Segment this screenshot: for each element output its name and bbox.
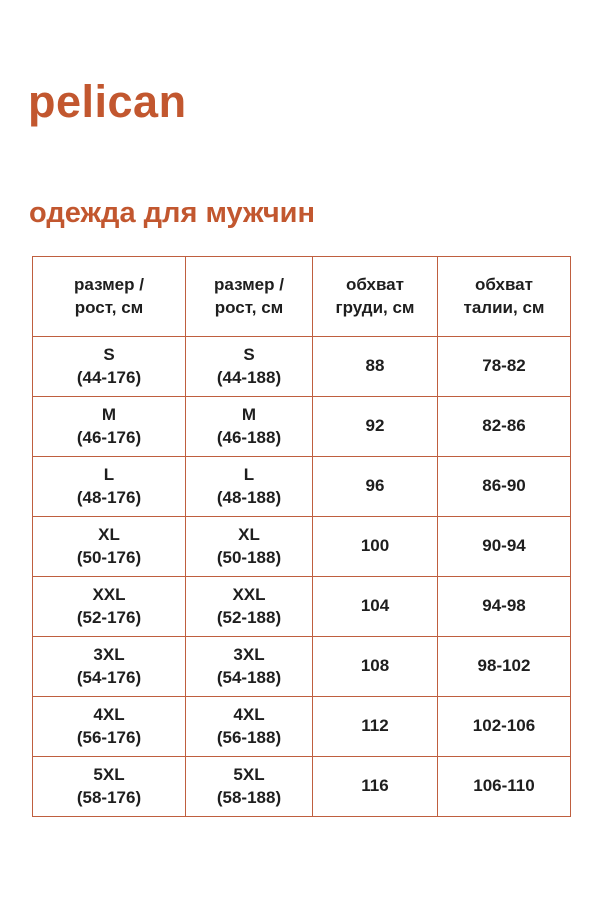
table-body (33, 337, 571, 817)
header-line: размер / (74, 274, 144, 294)
size-label: M (101, 404, 117, 424)
table-row (33, 757, 571, 817)
height-range: (46-176) (76, 427, 142, 447)
size-label: XXL (232, 584, 266, 604)
size-label: M (241, 404, 257, 424)
chest-cell: 104 (313, 577, 438, 637)
size-label: 5XL (233, 764, 265, 784)
height-range: (50-176) (76, 547, 142, 567)
chest-cell: 96 (313, 457, 438, 517)
height-range: (52-188) (216, 607, 282, 627)
size-label: 3XL (93, 644, 125, 664)
size-height-188-cell (186, 517, 313, 577)
size-height-176-cell (33, 457, 186, 517)
size-label: 5XL (93, 764, 125, 784)
waist-cell: 106-110 (438, 757, 571, 817)
height-range: (48-176) (76, 487, 142, 507)
table-row (33, 397, 571, 457)
size-label: L (103, 464, 115, 484)
size-label: 4XL (93, 704, 125, 724)
chest-cell: 88 (313, 337, 438, 397)
size-height-176-cell (33, 697, 186, 757)
size-height-176-cell (33, 637, 186, 697)
height-range: (54-176) (76, 667, 142, 687)
table-row (33, 577, 571, 637)
waist-cell: 94-98 (438, 577, 571, 637)
header-chest (313, 257, 438, 337)
waist-cell: 82-86 (438, 397, 571, 457)
height-range: (44-176) (76, 367, 142, 387)
size-label: XL (238, 524, 260, 544)
size-height-176-cell (33, 397, 186, 457)
header-line: обхват (346, 274, 404, 294)
size-height-176-cell (33, 577, 186, 637)
header-line: талии, см (463, 297, 545, 317)
size-height-188-cell (186, 337, 313, 397)
waist-cell: 102-106 (438, 697, 571, 757)
size-label: XL (98, 524, 120, 544)
table-row (33, 337, 571, 397)
size-height-188-cell (186, 757, 313, 817)
height-range: (56-176) (76, 727, 142, 747)
header-row (33, 257, 571, 337)
brand-logo: pelican (28, 76, 187, 127)
chest-cell: 100 (313, 517, 438, 577)
height-range: (58-176) (76, 787, 142, 807)
size-height-188-cell (186, 457, 313, 517)
chest-cell: 116 (313, 757, 438, 817)
table-row (33, 517, 571, 577)
size-label: L (243, 464, 255, 484)
header-line: размер / (214, 274, 284, 294)
size-chart-table (32, 256, 571, 817)
size-label: S (243, 344, 255, 364)
height-range: (56-188) (216, 727, 282, 747)
chest-cell: 112 (313, 697, 438, 757)
header-waist (438, 257, 571, 337)
height-range: (58-188) (216, 787, 282, 807)
header-size-height-188 (186, 257, 313, 337)
header-line: рост, см (214, 297, 284, 317)
table-row (33, 637, 571, 697)
chest-cell: 108 (313, 637, 438, 697)
size-label: XXL (92, 584, 126, 604)
height-range: (54-188) (216, 667, 282, 687)
size-label: 3XL (233, 644, 265, 664)
table-row (33, 457, 571, 517)
height-range: (46-188) (216, 427, 282, 447)
height-range: (48-188) (216, 487, 282, 507)
height-range: (52-176) (76, 607, 142, 627)
size-height-188-cell (186, 697, 313, 757)
height-range: (50-188) (216, 547, 282, 567)
size-height-188-cell (186, 397, 313, 457)
header-line: обхват (475, 274, 533, 294)
waist-cell: 86-90 (438, 457, 571, 517)
size-label: S (103, 344, 115, 364)
header-line: рост, см (74, 297, 144, 317)
size-height-176-cell (33, 517, 186, 577)
size-height-188-cell (186, 577, 313, 637)
waist-cell: 78-82 (438, 337, 571, 397)
table-header (33, 257, 571, 337)
size-height-176-cell (33, 337, 186, 397)
waist-cell: 98-102 (438, 637, 571, 697)
height-range: (44-188) (216, 367, 282, 387)
size-height-176-cell (33, 757, 186, 817)
waist-cell: 90-94 (438, 517, 571, 577)
header-size-height-176 (33, 257, 186, 337)
page-title: одежда для мужчин (29, 197, 316, 229)
chest-cell: 92 (313, 397, 438, 457)
table-row (33, 697, 571, 757)
header-line: груди, см (335, 297, 415, 317)
size-label: 4XL (233, 704, 265, 724)
size-height-188-cell (186, 637, 313, 697)
